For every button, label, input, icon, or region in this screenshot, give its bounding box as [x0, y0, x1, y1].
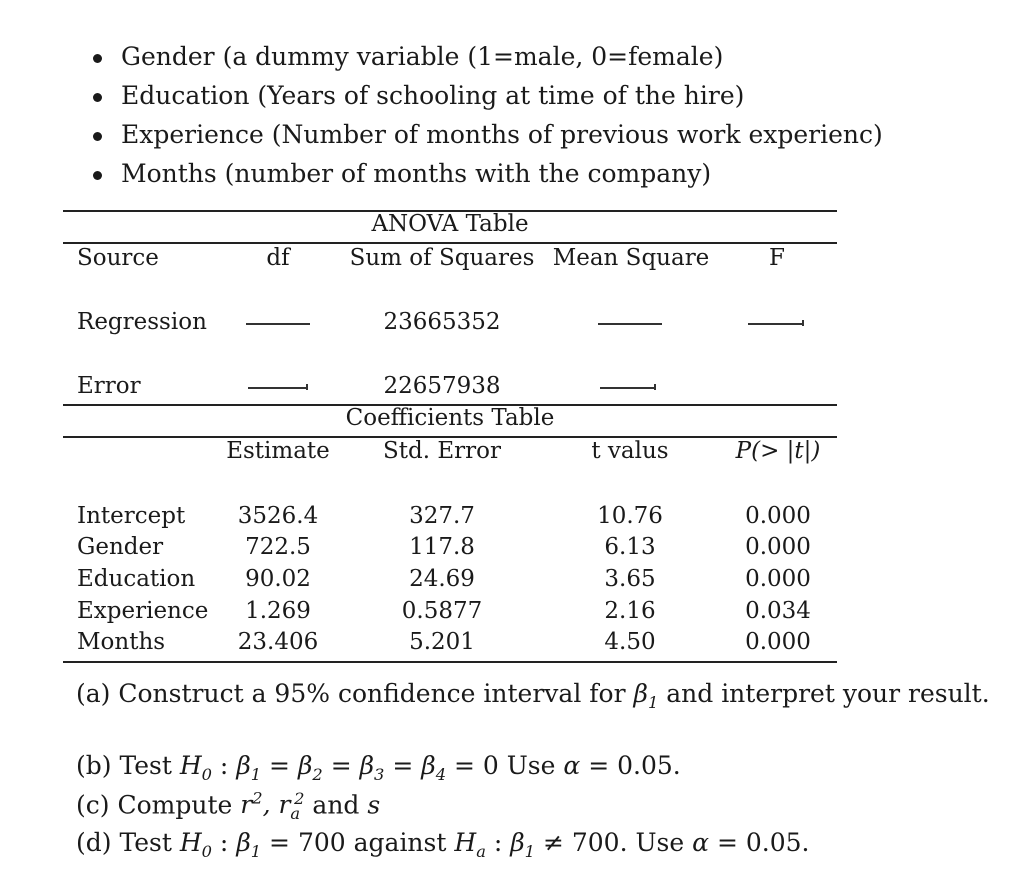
math-hypothesis: $H_0$ [179, 828, 212, 861]
coef-p: 0.000 [745, 503, 811, 529]
question-text: = 0.05. [588, 751, 681, 780]
bullet-item: Months (number of months with the company) [121, 159, 712, 188]
anova-title: ANOVA Table [371, 211, 529, 237]
question-text: against [353, 828, 447, 857]
coef-t: 4.50 [604, 629, 656, 655]
question-label: (a) [76, 679, 111, 708]
bullet-item: Experience (Number of months of previous work experienc) [121, 120, 883, 149]
bullet-icon [93, 93, 102, 102]
coef-title: Coefficients Table [345, 405, 555, 431]
math-beta: $\beta_1$ [236, 751, 262, 784]
question-text: Test [119, 828, 172, 857]
coef-t: 6.13 [604, 534, 656, 560]
coef-estimate: 23.406 [237, 629, 319, 655]
math-beta: $\beta_1$ [633, 679, 659, 712]
coef-header-se: Std. Error [383, 438, 501, 464]
coef-p: 0.000 [745, 534, 811, 560]
question-d: (d) Test $H_0$ : $\beta_1 = 700$ against $H_a$ : $\beta_1 \ne 700$. Use α = 0.05. [76, 828, 810, 861]
question-text: = 0.05. [716, 828, 810, 857]
anova-row-source: Regression [77, 309, 207, 335]
coef-estimate: 722.5 [245, 534, 311, 560]
blank-line [598, 323, 662, 325]
math-hypothesis: $H_0$ [179, 751, 212, 784]
question-label: (d) [76, 828, 112, 857]
coef-estimate: 90.02 [245, 566, 311, 592]
anova-row-source: Error [77, 373, 141, 399]
coef-t: 2.16 [604, 598, 656, 624]
blank-line [246, 323, 310, 325]
coef-header-p: P(> |t|) [735, 438, 821, 464]
coef-se: 24.69 [409, 566, 475, 592]
blank-tick [802, 320, 804, 326]
anova-header-ms: Mean Square [552, 245, 710, 271]
question-text: Use [635, 828, 685, 857]
anova-header-f: F [769, 245, 785, 271]
coef-p: 0.000 [745, 566, 811, 592]
question-text: and interpret your result. [666, 679, 990, 708]
coef-t: 3.65 [604, 566, 656, 592]
blank-line [748, 323, 804, 325]
coef-name: Experience [77, 598, 209, 624]
coef-t: 10.76 [597, 503, 663, 529]
question-b: (b) Test $H_0$ : $\beta_1 = \beta_2 = \beta_3 = \beta_4 = 0$ Use α = 0.05. [76, 751, 681, 784]
coef-estimate: 3526.4 [237, 503, 319, 529]
table-rule [63, 242, 837, 244]
question-a [76, 679, 990, 712]
bullet-icon [93, 132, 102, 141]
coef-se: 0.5877 [401, 598, 483, 624]
question-label: (c) [76, 790, 110, 820]
question-text: and [312, 790, 360, 820]
coef-estimate: 1.269 [245, 598, 311, 624]
bullet-item: Education (Years of schooling at time of the hire) [121, 81, 745, 110]
coef-header-estimate: Estimate [226, 438, 330, 464]
coef-name: Education [77, 566, 196, 592]
anova-header-ss: Sum of Squares [349, 245, 535, 271]
coef-name: Months [77, 629, 166, 655]
coef-p: 0.034 [745, 598, 811, 624]
math-r-squared: $r^2$, $r_a^2$ [240, 789, 305, 824]
coef-se: 117.8 [409, 534, 475, 560]
coef-name: Gender [77, 534, 164, 560]
bullet-icon [93, 54, 102, 63]
anova-row-ss: 22657938 [383, 373, 501, 399]
blank-line [600, 387, 656, 389]
math-alpha: α [692, 828, 710, 857]
math-s: s [367, 790, 381, 820]
bullet-icon [93, 171, 102, 180]
coef-header-t: t valus [591, 438, 669, 464]
question-text: Compute [117, 790, 233, 820]
math-beta: $\beta_2$ [297, 751, 323, 784]
math-beta: $\beta_3$ [359, 751, 385, 784]
bullet-item: Gender (a dummy variable (1=male, 0=female) [121, 42, 724, 71]
anova-header-source: Source [77, 245, 159, 271]
math-beta: $\beta_4$ [421, 751, 447, 784]
table-rule [63, 661, 837, 663]
coef-name: Intercept [77, 503, 186, 529]
blank-tick [306, 384, 308, 390]
math-hypothesis: $H_a$ [454, 828, 486, 861]
coef-se: 5.201 [409, 629, 475, 655]
question-text: Use [506, 751, 556, 780]
math-alpha: α [563, 751, 581, 780]
coef-se: 327.7 [409, 503, 475, 529]
coef-p: 0.000 [745, 629, 811, 655]
question-c [76, 789, 380, 823]
math-beta: $\beta_1$ [510, 828, 536, 861]
anova-header-df: df [266, 245, 290, 271]
math-beta: $\beta_1$ [236, 828, 262, 861]
blank-tick [654, 384, 656, 390]
question-text: Test [119, 751, 172, 780]
question-label: (b) [76, 751, 112, 780]
blank-line [248, 387, 308, 389]
question-text: Construct a 95% confidence interval for [118, 679, 626, 708]
anova-row-ss: 23665352 [383, 309, 501, 335]
